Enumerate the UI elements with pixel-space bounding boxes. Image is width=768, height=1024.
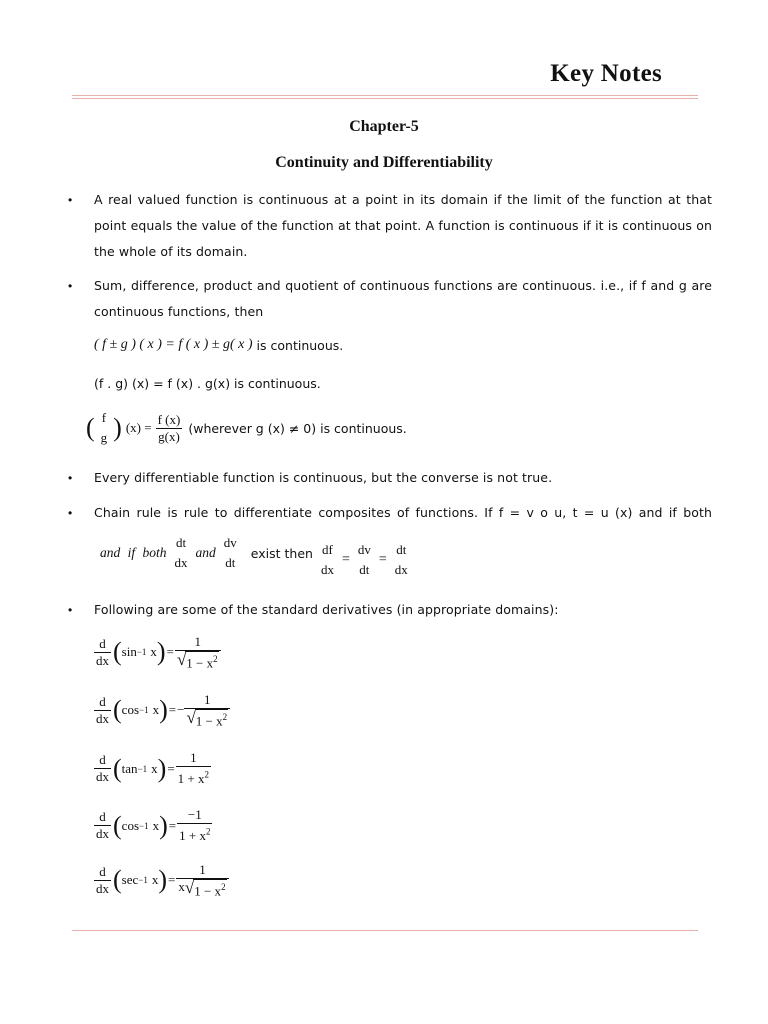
dv-text: dv <box>357 542 371 557</box>
dv-text: dv <box>223 535 237 550</box>
radical-symbol: √ <box>184 878 195 897</box>
equals-sign: = <box>341 552 350 567</box>
left-paren: ( <box>86 413 95 442</box>
variable: x <box>152 702 160 718</box>
derivative-result <box>177 807 212 844</box>
denominator-text: 1 + x <box>179 828 206 844</box>
dx-text: dx <box>174 555 188 570</box>
sum-expression: ( f ± g ) ( x ) = f ( x ) ± g( x ) <box>94 337 253 352</box>
chain-and: and <box>195 545 216 560</box>
derivative-formula <box>94 692 230 728</box>
d-text: d <box>99 809 106 825</box>
function-name: tan <box>121 760 138 776</box>
paragraph-continuity-definition: A real valued function is continuous at a point in its domain if the limit of the function at that point equals the value of the function at that point. A function is continuous if it is continuous on the whole of its domain. <box>94 192 712 259</box>
result-denominator <box>177 824 212 844</box>
derivative-result <box>176 862 228 898</box>
equals-sign: = <box>168 702 177 718</box>
equals-sign: = <box>168 872 176 888</box>
right-paren: ) <box>113 413 122 442</box>
dx-text: dx <box>96 826 109 842</box>
chapter-number: Chapter-5 <box>349 118 419 135</box>
function-name: cos <box>121 817 140 833</box>
result-denominator <box>176 767 211 787</box>
quotient-numerator: f (x) <box>157 411 181 427</box>
right-paren: ) <box>156 637 166 667</box>
sign: − <box>177 702 185 718</box>
square-root <box>177 651 219 670</box>
quotient-denominator: g(x) <box>158 428 180 444</box>
derivative-result <box>184 692 230 728</box>
d-dx-operator <box>94 809 111 842</box>
left-paren: ( <box>113 865 122 895</box>
dx-text: dx <box>96 880 109 896</box>
left-paren: ( <box>113 637 122 667</box>
chain-and-if-both: and if both <box>100 545 167 560</box>
variable: x <box>150 644 157 660</box>
result-numerator: 1 <box>194 634 202 649</box>
derivative-formula <box>94 807 212 844</box>
left-paren: ( <box>113 695 122 725</box>
derivative-result <box>176 750 211 787</box>
radicand-text: 1 − x <box>186 655 214 671</box>
exist-then-text: exist then <box>250 545 313 561</box>
chapter-title: Continuity and Differentiability <box>275 154 493 171</box>
quotient-text: (wherever g (x) ≠ 0) is continuous. <box>188 420 407 436</box>
inverse-exponent: −1 <box>139 820 149 831</box>
dt-over-dx-2 <box>393 542 410 578</box>
denominator-exponent: 2 <box>205 827 211 837</box>
d-text: d <box>99 863 106 879</box>
radicand-exponent: 2 <box>213 654 218 664</box>
quotient-g: g <box>100 430 108 445</box>
paragraph-standard-derivatives: Following are some of the standard derivatives (in appropriate domains): <box>94 602 559 617</box>
derivative-result <box>175 634 221 670</box>
dx-text: dx <box>96 652 109 668</box>
df-text: df <box>322 542 333 557</box>
right-paren: ) <box>158 865 168 895</box>
function-argument <box>122 644 157 660</box>
radicand-exponent: 2 <box>221 882 226 892</box>
df-over-dx <box>319 542 336 578</box>
function-name: cos <box>121 702 140 718</box>
radical-symbol: √ <box>186 708 196 727</box>
variable: x <box>152 817 160 833</box>
equals-sign: = <box>378 552 387 567</box>
paragraph-algebra-of-continuous: Sum, difference, product and quotient of continuous functions are continuous. i.e., if f and g are continuous functions, then <box>94 278 712 319</box>
function-name: sec <box>121 872 139 888</box>
function-name: sin <box>121 644 137 660</box>
formula-quotient <box>86 410 407 446</box>
denominator-exponent: 2 <box>204 770 209 780</box>
radical-symbol: √ <box>176 650 187 669</box>
function-argument <box>122 872 159 888</box>
right-paren: ) <box>157 753 167 783</box>
sum-text: is continuous. <box>256 337 344 353</box>
right-paren: ) <box>159 695 168 725</box>
result-denominator <box>176 879 228 898</box>
radicand-text: 1 − x <box>195 713 223 729</box>
dv-over-dt <box>222 535 239 571</box>
formula-product: (f . g) (x) = f (x) . g(x) is continuous. <box>94 376 321 391</box>
square-root <box>185 879 227 898</box>
function-argument <box>122 818 159 834</box>
dx-text: dx <box>96 769 109 785</box>
dx-text: dx <box>320 562 334 577</box>
bullet-marker: • <box>68 193 73 207</box>
result-numerator: 1 <box>204 692 211 707</box>
d-text: d <box>99 635 106 651</box>
denominator-prefix: x <box>178 879 185 894</box>
quotient-x: (x) = <box>125 420 152 435</box>
inverse-exponent: −1 <box>138 875 148 886</box>
dv-over-dt-2 <box>356 542 373 578</box>
bullet-marker: • <box>68 471 73 485</box>
result-numerator: 1 <box>199 862 206 877</box>
header-rule <box>72 95 698 96</box>
footer-rule <box>72 930 698 931</box>
variable: x <box>151 760 158 776</box>
result-denominator <box>175 651 221 670</box>
left-paren: ( <box>113 753 122 783</box>
denominator-text: 1 + x <box>177 771 205 787</box>
radicand-exponent: 2 <box>222 712 228 722</box>
radicand <box>185 651 218 670</box>
equals-sign: = <box>168 817 177 833</box>
quotient-f-over-g <box>99 410 110 446</box>
inverse-exponent: −1 <box>139 705 149 716</box>
dx-text: dx <box>96 710 109 726</box>
quotient-fraction <box>156 412 183 445</box>
dt-over-dx <box>173 535 190 571</box>
paragraph-differentiable-continuous: Every differentiable function is continuous, but the converse is not true. <box>94 470 553 485</box>
bullet-marker: • <box>68 603 73 617</box>
equals-sign: = <box>166 644 174 660</box>
square-root <box>186 709 228 728</box>
radicand-text: 1 − x <box>194 883 222 899</box>
inverse-exponent: −1 <box>137 763 148 774</box>
function-argument <box>122 702 159 718</box>
result-numerator: −1 <box>187 807 202 822</box>
d-text: d <box>99 752 106 768</box>
function-argument <box>122 761 158 777</box>
bullet-marker: • <box>68 279 73 293</box>
dt-text: dt <box>359 562 370 577</box>
result-denominator <box>184 709 230 728</box>
d-text: d <box>99 693 106 709</box>
derivative-formula <box>94 634 221 670</box>
dt-text: dt <box>396 542 407 557</box>
dx-text: dx <box>394 562 408 577</box>
left-paren: ( <box>113 810 122 840</box>
d-dx-operator <box>94 752 111 785</box>
equals-sign: = <box>167 760 175 776</box>
dt-text: dt <box>175 535 187 550</box>
dt-text: dt <box>225 555 236 570</box>
quotient-f: f <box>101 410 107 425</box>
header-title: Key Notes <box>550 60 662 87</box>
result-numerator: 1 <box>190 750 197 765</box>
d-dx-operator <box>94 864 111 897</box>
paragraph-chain-rule: Chain rule is rule to differentiate composites of functions. If f = v o u, t = u (x) and if both <box>94 505 712 520</box>
right-paren: ) <box>159 810 168 840</box>
d-dx-operator <box>94 636 111 669</box>
formula-sum <box>94 337 343 353</box>
header-rule-secondary <box>72 98 698 99</box>
derivative-formula <box>94 750 211 787</box>
variable: x <box>151 872 159 888</box>
formula-chain-rule <box>100 528 410 578</box>
radicand <box>193 879 226 898</box>
derivative-formula <box>94 862 229 898</box>
d-dx-operator <box>94 694 111 727</box>
radicand <box>195 709 228 728</box>
inverse-exponent: −1 <box>136 647 147 658</box>
bullet-marker: • <box>68 506 73 520</box>
